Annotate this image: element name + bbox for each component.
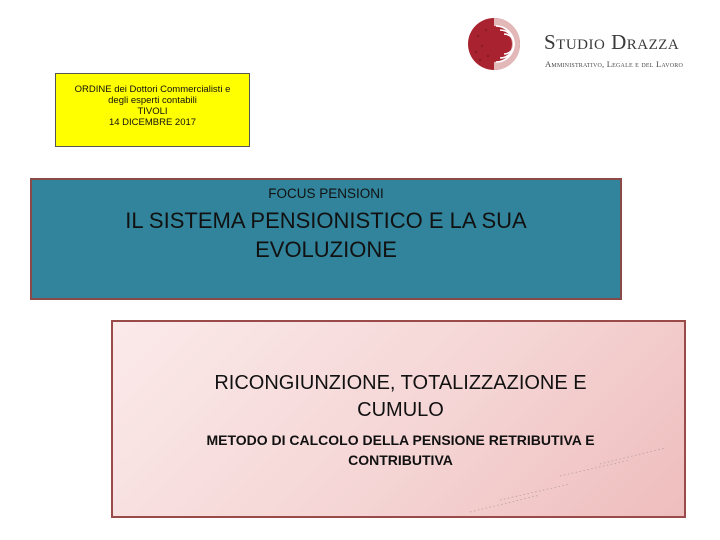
focus-title-box — [30, 178, 622, 300]
order-line-3: TIVOLI — [137, 106, 168, 117]
topic-box — [111, 320, 686, 518]
logo-subtitle: Amministrativo, Legale e del Lavoro — [545, 59, 683, 69]
order-line-4: 14 DICEMBRE 2017 — [108, 117, 197, 128]
focus-title-line-1: IL SISTEMA PENSIONISTICO E LA SUA — [125, 208, 527, 233]
topic-title-line-2: CUMULO — [357, 399, 444, 421]
order-line-2: degli esperti contabili — [108, 95, 197, 106]
focus-subtitle: FOCUS PENSIONI — [268, 186, 384, 201]
logo-mark-icon — [466, 16, 530, 72]
order-info-box — [55, 73, 250, 147]
focus-title-line-2: EVOLUZIONE — [255, 237, 397, 262]
focus-title — [32, 206, 620, 264]
topic-subtitle-line-2: CONTRIBUTIVA — [348, 452, 453, 468]
topic-subtitle — [123, 430, 678, 470]
topic-title-line-1: RICONGIUNZIONE, TOTALIZZAZIONE E — [214, 372, 587, 394]
logo-title: Studio Drazza — [544, 30, 680, 54]
topic-title — [143, 370, 658, 424]
order-line-1: ORDINE dei Dottori Commercialisti e — [74, 84, 231, 95]
studio-drazza-logo — [466, 16, 686, 72]
topic-subtitle-line-1: METODO DI CALCOLO DELLA PENSIONE RETRIBUTIVA E — [206, 432, 595, 448]
